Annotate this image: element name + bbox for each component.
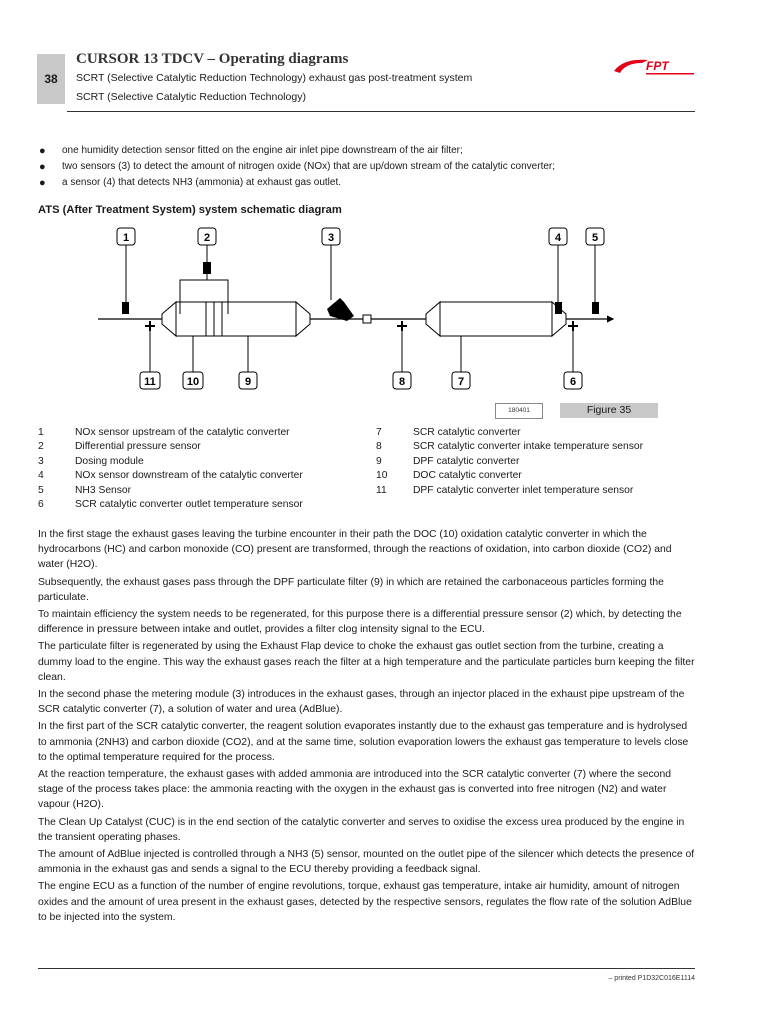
- bullet-item: ● a sensor (4) that detects NH3 (ammonia) at exhaust gas outlet.: [39, 177, 342, 189]
- callout-7: 7: [457, 376, 465, 388]
- callout-8: 8: [398, 376, 406, 388]
- temp-sensor-11: [145, 321, 155, 331]
- page-number: 38: [37, 54, 65, 104]
- sensor-bullet-list: [38, 143, 698, 191]
- callout-4: 4: [554, 232, 562, 244]
- paragraph: In the second phase the metering module (3) introduces in the exhaust gases, through an injector placed in the exhaust pipe upstream of the SCR catalytic converter (7), a solution of water and urea (AdBlue).: [38, 689, 685, 716]
- callout-2: 2: [203, 232, 211, 244]
- dosing-module-3: [327, 298, 354, 321]
- top-leader-lines: [126, 245, 595, 302]
- body-text: [38, 527, 698, 927]
- figure-code: 180401: [495, 403, 543, 419]
- paragraph: The particulate filter is regenerated by using the Exhaust Flap device to choke the exhaust gas outlet section from the turbine, creating a dummy load to the engine. This way the exhaust gases reach the filter at a high temperature and the particulate particles burn keeping the filter clean.: [38, 641, 695, 683]
- section-title: ATS (After Treatment System) system schematic diagram: [38, 204, 342, 216]
- sensor-4-nox-downstream: [555, 302, 562, 314]
- figure-label: Figure 35: [560, 403, 658, 418]
- subsection-subtitle: SCRT (Selective Catalytic Reduction Technology): [76, 91, 306, 103]
- callout-10: 10: [186, 376, 200, 388]
- bottom-leader-lines: [150, 331, 573, 372]
- bullet-item: ● one humidity detection sensor fitted on the engine air inlet pipe downstream of the air filter;: [39, 145, 463, 157]
- paragraph: The Clean Up Catalyst (CUC) is in the end section of the catalytic converter and serves to oxidise the excess urea produced by the engine in the transient operating phases.: [38, 816, 685, 843]
- section-subtitle: SCRT (Selective Catalytic Reduction Technology) exhaust gas post-treatment system: [76, 72, 473, 84]
- bullet-text: two sensors (3) to detect the amount of nitrogen oxide (NOx) that are up/down stream of the catalytic converter;: [62, 161, 556, 172]
- callout-6: 6: [569, 376, 577, 388]
- paragraph: To maintain efficiency the system needs to be regenerated, for this purpose there is a differential pressure sensor (2) which, by detecting the difference in pressure between intake and outlet, provides a filter clog intensity signal to the ECU.: [38, 609, 682, 636]
- document-title: CURSOR 13 TDCV – Operating diagrams: [76, 51, 349, 67]
- logo-wordmark: FPT: [646, 59, 669, 73]
- page-header: [0, 0, 768, 112]
- callout-5: 5: [591, 232, 599, 244]
- temp-sensor-6: [568, 321, 578, 331]
- print-code: – printed P1D32C016E1114: [608, 975, 695, 982]
- paragraph: The engine ECU as a function of the number of engine revolutions, torque, exhaust gas temperature, intake air humidity, amount of nitrogen oxides and the amount of urea present in the exhaust gases, detected by the respective sensors, regulates the flow rate of the solution AdBlue to be injected into the system.: [38, 881, 692, 923]
- mixer-element: [363, 315, 371, 323]
- ats-schematic-diagram: [38, 222, 638, 397]
- callout-9: 9: [244, 376, 252, 388]
- paragraph: Subsequently, the exhaust gases pass through the DPF particulate filter (9) in which are retained the carbonaceous particles forming the particulate.: [38, 576, 664, 603]
- fpt-logo: [612, 57, 698, 79]
- paragraph: The amount of AdBlue injected is controlled through a NH3 (5) sensor, mounted on the outlet pipe of the silencer which detects the presence of ammonia in the exhaust gas and sends a signal to the ECU thereby providing a feedback signal.: [38, 849, 695, 876]
- header-divider: [67, 111, 695, 112]
- callout-1: 1: [122, 232, 130, 244]
- sensor-2-diff-pressure: [203, 262, 211, 274]
- paragraph: In the first stage the exhaust gases leaving the turbine encounter in their path the DOC (10) oxidation catalytic converter in which the hydrocarbons (HC) and carbon monoxide (CO) present are transformed, through the reactions of oxidation, into carbon dioxide (CO2) and water (H2O).: [38, 529, 672, 571]
- temp-sensor-8: [397, 321, 407, 331]
- scr-canister: [426, 302, 566, 336]
- sensor-1-nox-upstream: [122, 302, 129, 314]
- sensor-5-nh3: [592, 302, 599, 314]
- paragraph: At the reaction temperature, the exhaust gases with added ammonia are introduced into the SCR catalytic converter (7) where the second stage of the process takes place: the ammonia reacting with the oxygen in the exhaust gas is converted into free nitrogen (N2) and water vapour (H2O).: [38, 769, 672, 811]
- callout-11: 11: [144, 376, 156, 388]
- paragraph: In the first part of the SCR catalytic converter, the reagent solution evaporates instantly due to the exhaust gas temperature and is hydrolysed to ammonia (2NH3) and carbon dioxide (CO2), and at the same time, solution evaporation lowers the exhaust gas temperature to levels close to the optimal temperature required for the process.: [38, 721, 689, 763]
- callout-3: 3: [327, 232, 335, 244]
- bullet-text: one humidity detection sensor fitted on the engine air inlet pipe downstream of the air filter;: [62, 145, 463, 156]
- footer-divider: [38, 968, 695, 969]
- doc-dpf-canister: [162, 302, 310, 336]
- bullet-text: a sensor (4) that detects NH3 (ammonia) at exhaust gas outlet.: [62, 177, 342, 188]
- bullet-item: ● two sensors (3) to detect the amount of nitrogen oxide (NOx) that are up/down stream of the catalytic converter;: [39, 161, 556, 173]
